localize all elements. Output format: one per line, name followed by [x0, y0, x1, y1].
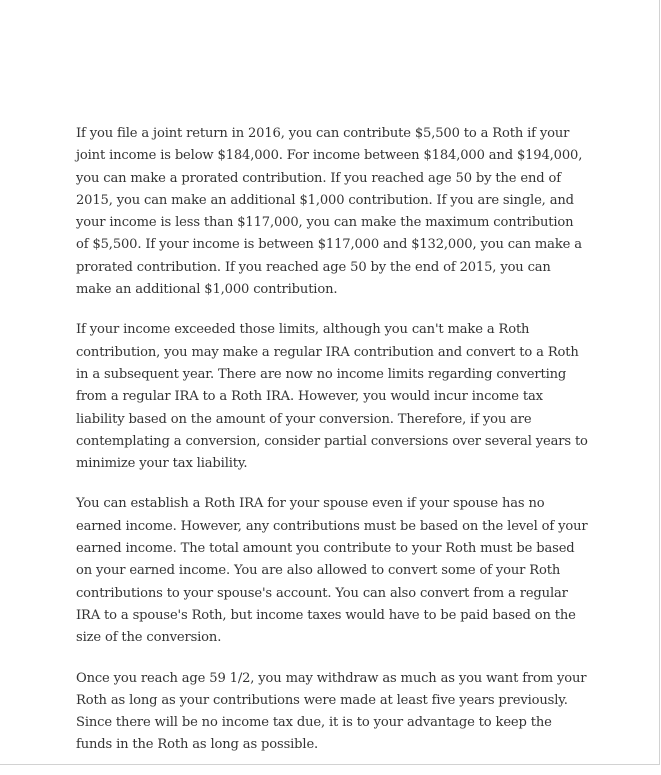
- paragraph-income-exceeded: If your income exceeded those limits, although you can't make a Roth contribution, you may make a regular IRA contribution and convert to a Roth in a subsequent year. There are now no income limits regarding converting from a regular IRA to a Roth IRA. However, you would incur income tax liability based on the amount of your conversion. Therefore, if you are contemplating a conversion, consider partial conversions over several years to minimize your tax liability.: [76, 322, 588, 472]
- paragraph-joint-return-limits: If you file a joint return in 2016, you can contribute $5,500 to a Roth if your joint income is below $184,000. For income between $184,000 and $194,000, you can make a prorated contribution. If you reached age 50 by the end of 2015, you can make an additional $1,000 contribution. If you are single, and your income is less than $117,000, you can make the maximum contribution of $5,500. If your income is between $117,000 and $132,000, you can make a prorated contribution. If you reached age 50 by the end of 2015, you can make an additional $1,000 contribution.: [76, 126, 583, 298]
- article-body: [76, 123, 588, 775]
- paragraph-withdrawals: Once you reach age 59 1/2, you may withdraw as much as you want from your Roth as long as your contributions were made at least five years previously. Since there will be no income tax due, it is to your advantage to keep the funds in the Roth as long as possible.: [76, 670, 587, 753]
- paragraph-spousal-roth: You can establish a Roth IRA for your spouse even if your spouse has no earned income. However, any contributions must be based on the level of your earned income. The total amount you contribute to your Roth must be based on your earned income. You are also allowed to convert some of your Roth contributions to your spouse's account. You can also convert from a regular IRA to a spouse's Roth, but income taxes would have to be paid based on the size of the conversion.: [76, 496, 588, 646]
